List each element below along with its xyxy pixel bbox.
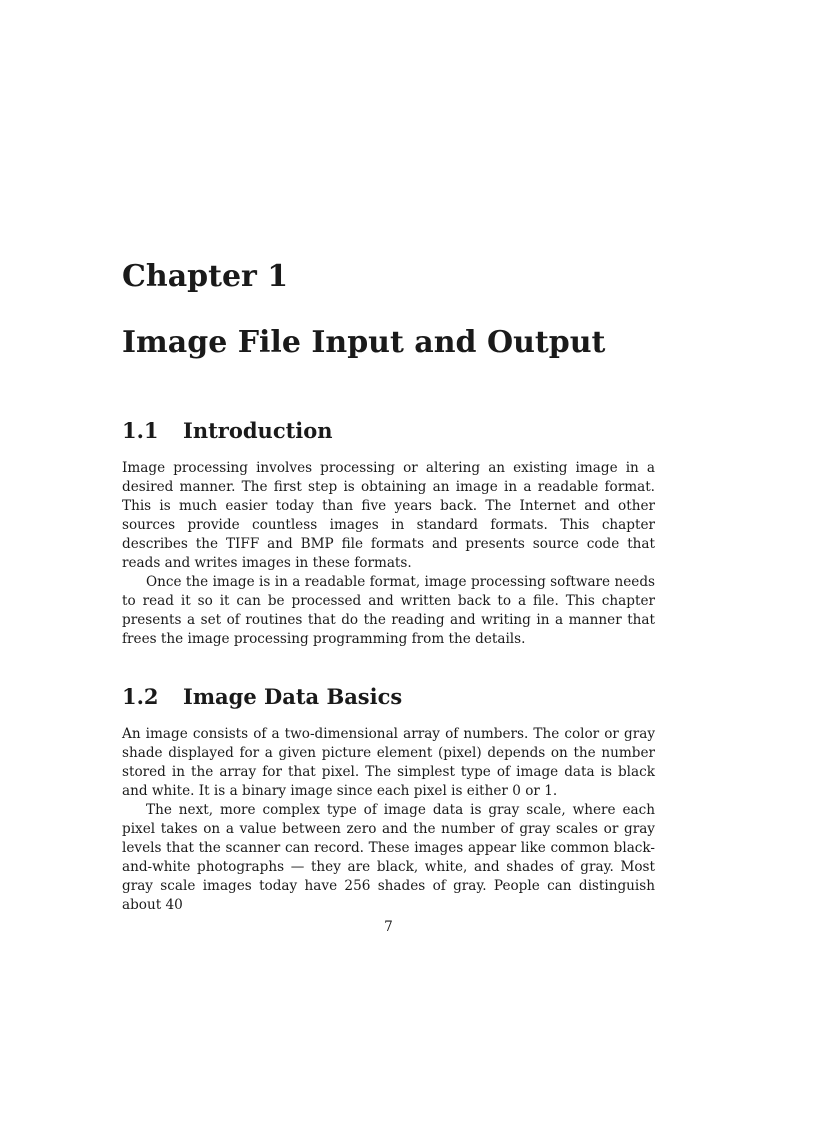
paragraph: The next, more complex type of image data is gray scale, where each pixel takes on a value between zero and the number of gray scales or gray levels that the scanner can record. These images appear like common black-and-white photographs — they are black, white, and shades of gray. Most gray scale images today have 256 shades of gray. People can distinguish about 40	[122, 802, 655, 913]
page-number: 7	[384, 919, 393, 935]
paragraph: Image processing involves processing or altering an existing image in a desired manner. The first step is obtaining an image in a readable format. This is much easier today than five years back. The Internet and other sources provide countless images in standard formats. This chapter describes the TIFF and BMP file formats and presents source code that reads and writes images in these formats.	[122, 460, 655, 571]
section-number: 1.1	[122, 418, 159, 443]
section-number: 1.2	[122, 684, 159, 709]
section-title: Image Data Basics	[183, 684, 403, 709]
paragraph: Once the image is in a readable format, image processing software needs to read it so it can be processed and written back to a file. This chapter presents a set of routines that do the reading and writing in a manner that frees the image processing programming from the details.	[122, 574, 655, 647]
section-heading-image-data-basics	[122, 684, 402, 710]
section-heading-introduction	[122, 418, 333, 444]
chapter-label: Chapter 1	[122, 259, 289, 294]
chapter-title: Image File Input and Output	[122, 325, 606, 360]
section-title: Introduction	[183, 418, 333, 443]
paragraph: An image consists of a two-dimensional array of numbers. The color or gray shade displayed for a given picture element (pixel) depends on the number stored in the array for that pixel. The simplest type of image data is black and white. It is a binary image since each pixel is either 0 or 1.	[122, 726, 655, 799]
